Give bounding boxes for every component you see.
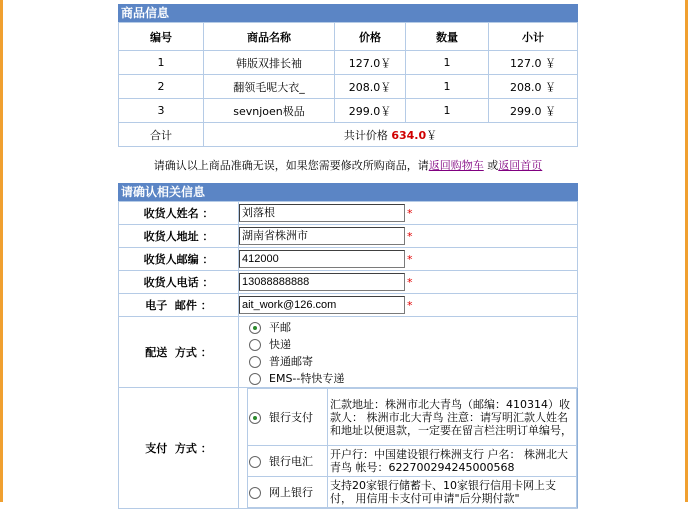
back-to-home-link[interactable]: 返回首页 [498,159,543,172]
cell-id: 1 [119,51,204,75]
total-value: 634.0 [391,128,427,142]
cell-qty: 1 [406,99,489,123]
label-delivery: 配送 方式 ： [119,317,239,388]
field-row-zip [119,248,578,271]
back-to-cart-link[interactable]: 返回购物车 [428,159,484,172]
cell-price: 299.0￥ [335,99,406,123]
cell-qty: 1 [406,51,489,75]
radio-icon[interactable] [249,487,261,499]
confirm-notice [118,157,578,175]
delivery-option-express[interactable] [248,336,577,353]
required-mark: * [407,298,413,312]
value-cell [239,248,578,271]
payment-option-cell[interactable] [248,446,328,477]
payment-option-cell[interactable] [248,389,328,446]
delivery-option-surface[interactable] [248,319,577,336]
label-email: 电子 邮件 ： [119,294,239,317]
cell-name: sevnjoen极品 [204,99,335,123]
radio-icon[interactable] [249,339,261,351]
left-border [0,0,3,502]
total-row [119,123,578,147]
value-cell [239,225,578,248]
payment-option-label: 网上银行 [269,486,313,499]
delivery-row [119,317,578,388]
email-input[interactable]: ait_work@126.com [239,296,405,314]
receiver-zip-input[interactable]: 412000 [239,250,405,268]
payment-row [119,388,578,509]
payment-option-online [248,477,577,508]
payment-option-bank [248,389,577,446]
cell-subtotal: 299.0 ￥ [489,99,578,123]
label-receiver-name: 收货人姓名 ： [119,202,239,225]
total-cell [204,123,578,147]
delivery-option-label: 平邮 [269,321,291,334]
table-row [119,51,578,75]
payment-option-desc: 支持20家银行储蓄卡、10家银行信用卡网上支付， 用信用卡支付可申请"后分期付款" [328,477,577,508]
cell-price: 208.0￥ [335,75,406,99]
radio-icon[interactable] [249,322,261,334]
total-currency: ￥ [426,128,438,142]
col-header-id: 编号 [119,23,204,51]
cell-price: 127.0￥ [335,51,406,75]
field-row-name [119,202,578,225]
delivery-option-label: 快递 [269,338,291,351]
receiver-address-input[interactable]: 湖南省株洲市 [239,227,405,245]
payment-option-label: 银行电汇 [269,455,313,468]
table-row [119,75,578,99]
field-row-address [119,225,578,248]
cell-subtotal: 127.0 ￥ [489,51,578,75]
receiver-name-input[interactable]: 刘落根 [239,204,405,222]
value-cell [239,294,578,317]
goods-section-title: 商品信息 [118,4,578,22]
value-cell [239,202,578,225]
col-header-name: 商品名称 [204,23,335,51]
payment-option-cell[interactable] [248,477,328,508]
required-mark: * [407,229,413,243]
radio-icon[interactable] [249,356,261,368]
required-mark: * [407,275,413,289]
table-row [119,99,578,123]
radio-icon[interactable] [249,373,261,385]
col-header-qty: 数量 [406,23,489,51]
label-receiver-address: 收货人地址 ： [119,225,239,248]
label-receiver-phone: 收货人电话 ： [119,271,239,294]
radio-icon[interactable] [249,456,261,468]
order-confirm-page [118,4,578,509]
field-row-email [119,294,578,317]
payment-option-desc: 开户行：中国建设银行株洲支行 户名： 株洲北大青鸟 帐号：622700294245000568 [328,446,577,477]
col-header-subtotal: 小计 [489,23,578,51]
payment-option-desc: 汇款地址：株洲市北大青鸟（邮编：410314）收款人： 株洲市北大青鸟 注意：请写明汇款人姓名和地址以便退款，一定要在留言栏注明订单编号， [328,389,577,446]
delivery-option-ems[interactable] [248,370,577,387]
notice-text: 请确认以上商品准确无误，如果您需要修改所购商品，请 [153,159,429,172]
field-row-phone [119,271,578,294]
total-text: 共计价格 [343,128,388,142]
cell-id: 3 [119,99,204,123]
required-mark: * [407,252,413,266]
col-header-price: 价格 [335,23,406,51]
payment-options [239,388,578,509]
cell-id: 2 [119,75,204,99]
payment-option-label: 银行支付 [269,411,313,424]
info-table [118,201,578,509]
value-cell [239,271,578,294]
goods-table [118,22,578,147]
info-section-title: 请确认相关信息 [118,183,578,201]
goods-header-row [119,23,578,51]
payment-option-wire [248,446,577,477]
label-payment: 支付 方式 ： [119,388,239,509]
total-label: 合计 [119,123,204,147]
cell-name: 韩版双排长袖 [204,51,335,75]
label-receiver-zip: 收货人邮编 ： [119,248,239,271]
required-mark: * [407,206,413,220]
delivery-options [239,317,578,388]
delivery-option-mail[interactable] [248,353,577,370]
cell-name: 翻领毛呢大衣_ [204,75,335,99]
delivery-option-label: 普通邮寄 [269,355,313,368]
cell-subtotal: 208.0 ￥ [489,75,578,99]
receiver-phone-input[interactable]: 13088888888 [239,273,405,291]
delivery-option-label: EMS--特快专递 [269,372,345,385]
cell-qty: 1 [406,75,489,99]
payment-table [247,388,577,508]
radio-icon[interactable] [249,412,261,424]
notice-or: 或 [487,159,499,172]
